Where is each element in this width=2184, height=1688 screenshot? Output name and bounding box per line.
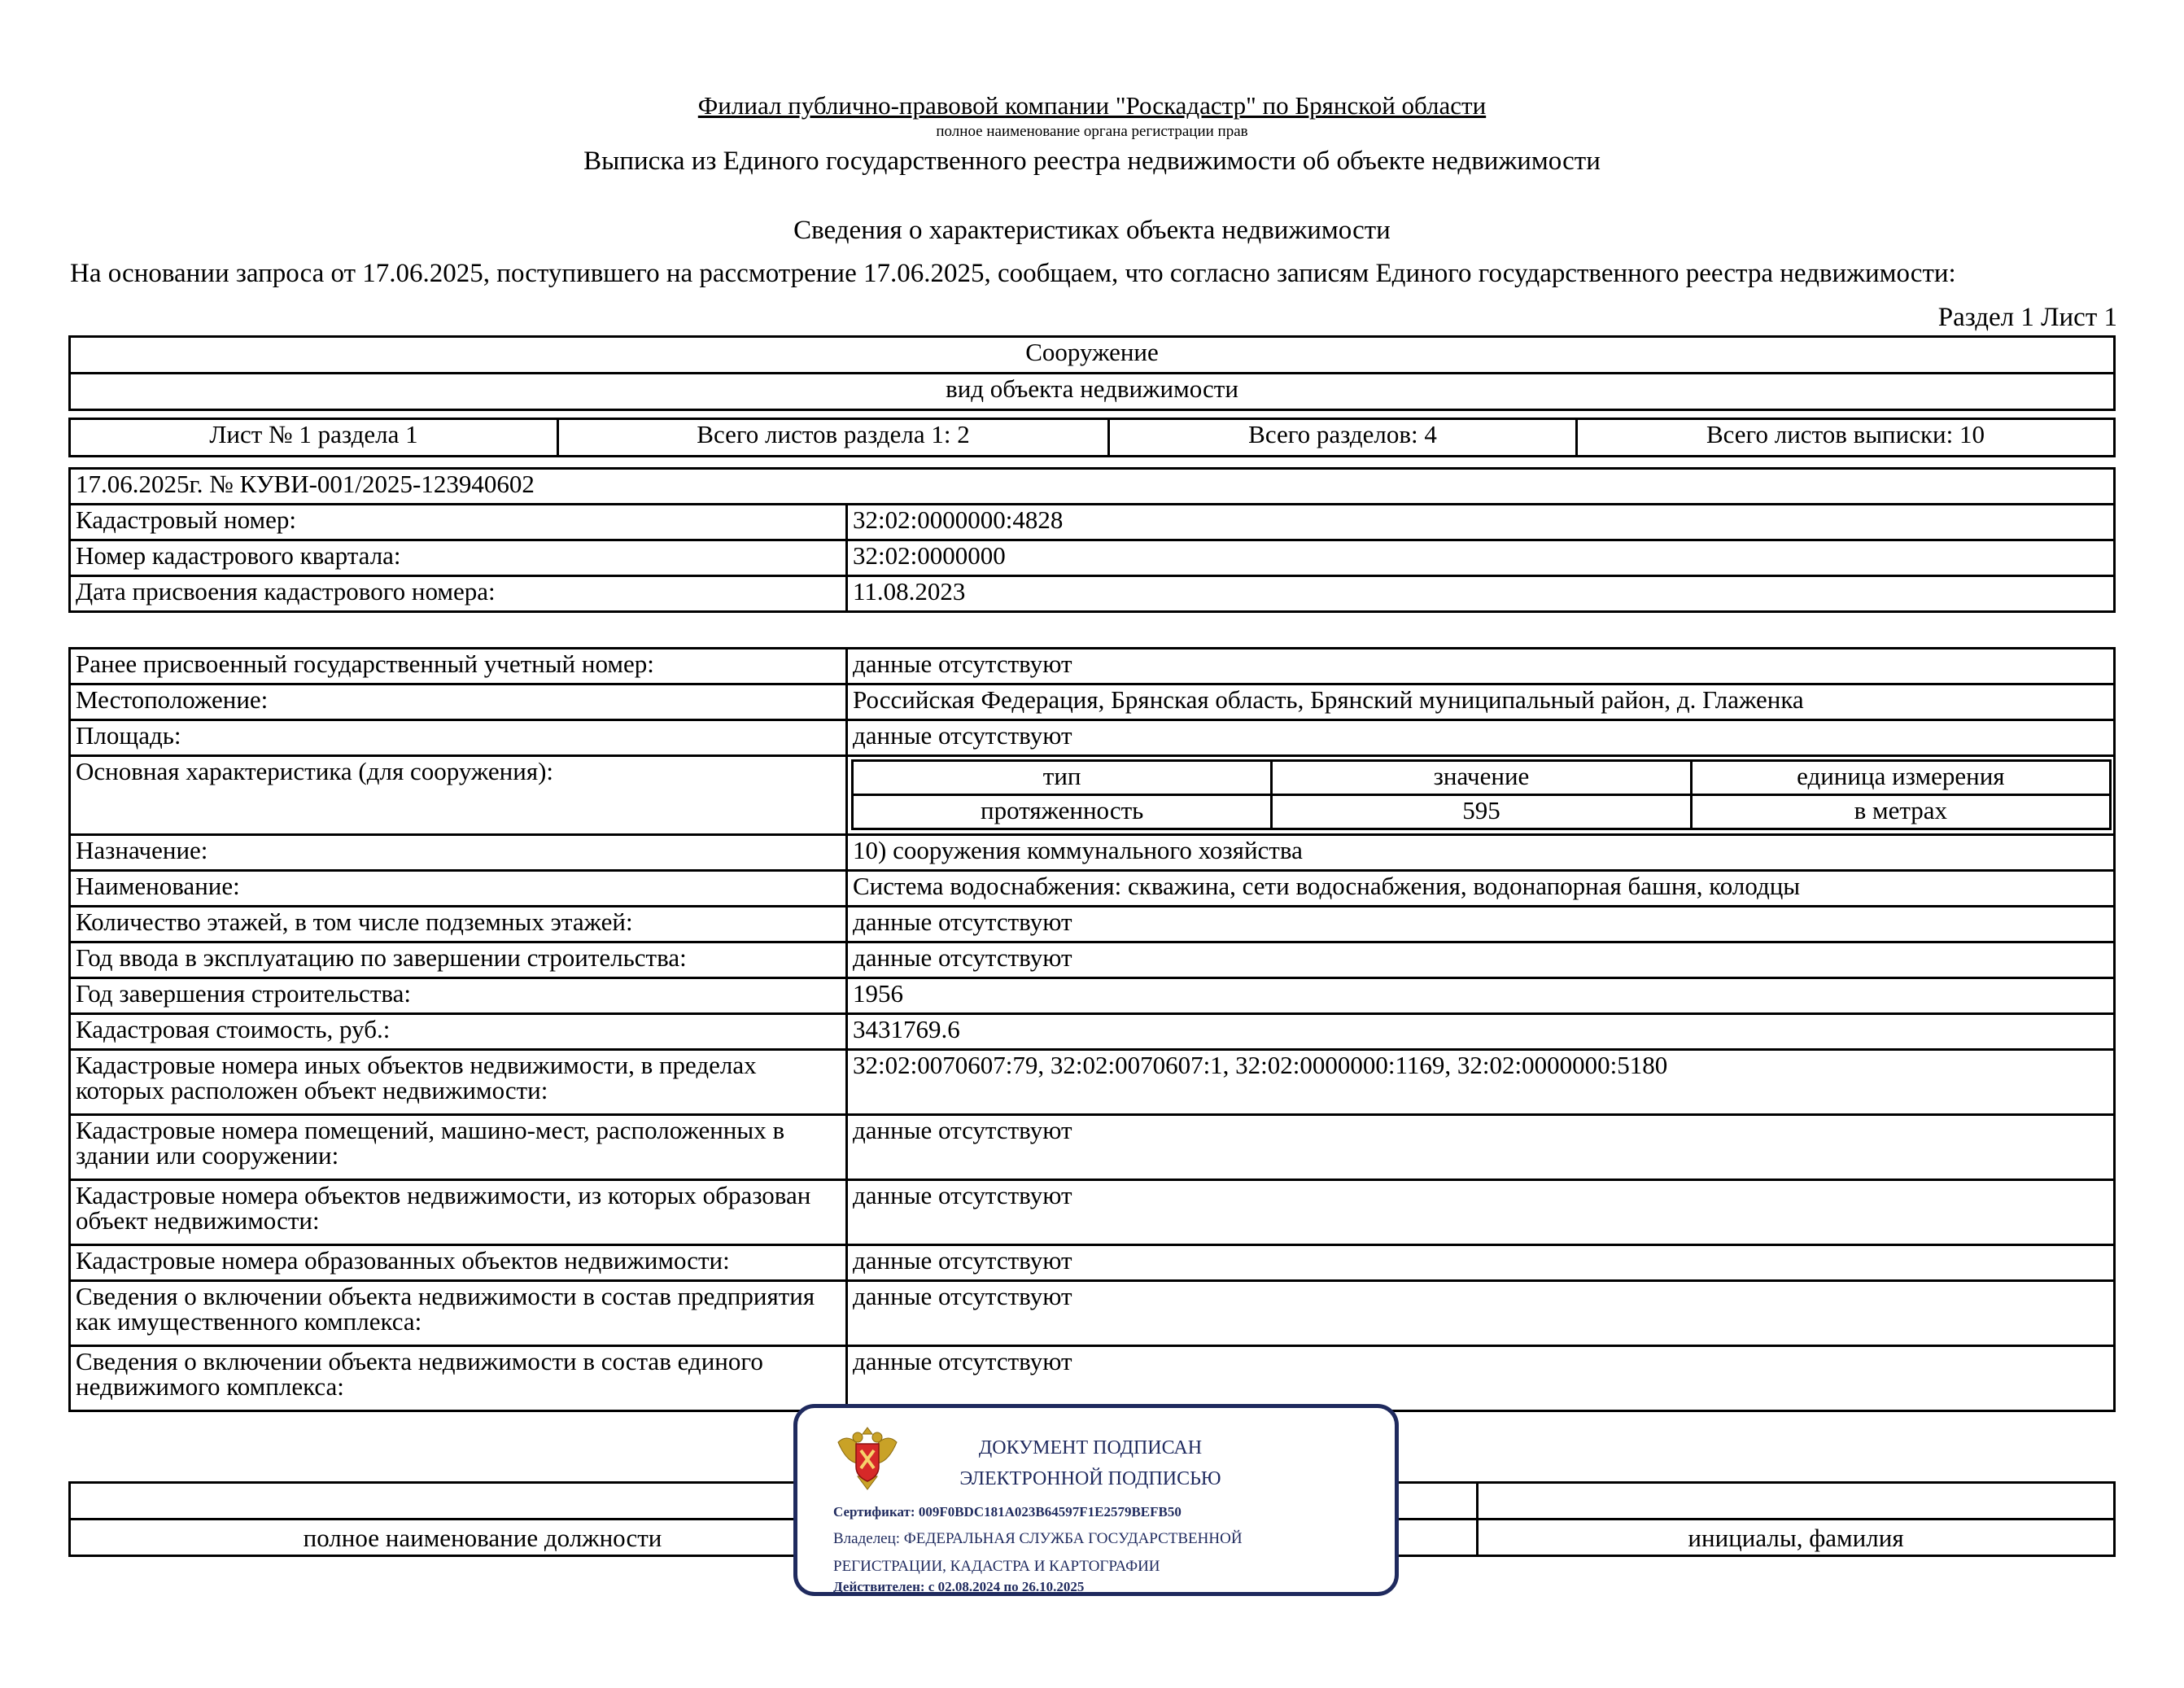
area: данные отсутствуют (847, 720, 2115, 756)
section-title: Сведения о характеристиках объекта недвижимости (793, 216, 1391, 245)
enterprise: данные отсутствуют (847, 1281, 2115, 1346)
source-objects: данные отсутствуют (847, 1180, 2115, 1245)
name-caption: инициалы, фамилия (1478, 1520, 2115, 1556)
prev-number: данные отсутствуют (847, 649, 2115, 684)
table-row (70, 1014, 2115, 1050)
formed-objects-label: Кадастровые номера образованных объектов недвижимости: (70, 1245, 847, 1281)
purpose: 10) сооружения коммунального хозяйства (847, 835, 2115, 871)
table-row (70, 684, 2115, 720)
organization-name: Филиал публично-правовой компании "Роскадастр" по Брянской области (697, 91, 1487, 120)
sheets-info-table (68, 418, 2116, 457)
enterprise-label: Сведения о включении объекта недвижимости в состав предприятия как имущественного комплекса: (70, 1281, 847, 1346)
cadastral-number: 32:02:0000000:4828 (847, 505, 2115, 540)
table-row (70, 942, 2115, 978)
table-row (70, 720, 2115, 756)
main-characteristic-table (851, 759, 2112, 830)
object-kind-value: Сооружение (70, 337, 2115, 374)
main-char-value: 595 (1272, 795, 1691, 829)
main-characteristic-label: Основная характеристика (для сооружения): (70, 756, 847, 835)
object-name: Система водоснабжения: скважина, сети водоснабжения, водонапорная башня, колодцы (847, 871, 2115, 907)
table-row (70, 907, 2115, 942)
single-complex: данные отсутствуют (847, 1346, 2115, 1411)
commission-year-label: Год ввода в эксплуатацию по завершении строительства: (70, 942, 847, 978)
table-row (70, 1180, 2115, 1245)
organization-caption: полное наименование органа регистрации прав (936, 123, 1248, 140)
build-year: 1956 (847, 978, 2115, 1014)
sheet-number: Лист № 1 раздела 1 (70, 419, 558, 457)
electronic-signature-stamp (793, 1404, 1399, 1596)
intro-text: На основании запроса от 17.06.2025, поступившего на рассмотрение 17.06.2025, сообщаем, что согласно записям Единого государственного реестра недвижимости: (70, 259, 1956, 288)
total-sheets: Всего листов выписки: 10 (1577, 419, 2115, 457)
main-char-header-type: тип (853, 761, 1272, 795)
table-row (70, 978, 2115, 1014)
parent-objects: 32:02:0070607:79, 32:02:0070607:1, 32:02:0000000:1169, 32:02:0000000:5180 (847, 1050, 2115, 1115)
total-sections: Всего разделов: 4 (1109, 419, 1577, 457)
position-field (70, 1483, 896, 1520)
stamp-certificate: Сертификат: 009F0BDC181A023B64597F1E2579BEFB50 (833, 1504, 1182, 1520)
stamp-owner-line1: Владелец: ФЕДЕРАЛЬНАЯ СЛУЖБА ГОСУДАРСТВЕННОЙ (833, 1530, 1243, 1547)
table-row (70, 649, 2115, 684)
section-sheets-count: Всего листов раздела 1: 2 (558, 419, 1109, 457)
assign-date-label: Дата присвоения кадастрового номера: (70, 576, 847, 612)
stamp-title-line1: ДОКУМЕНТ ПОДПИСАН (978, 1437, 1203, 1458)
purpose-label: Назначение: (70, 835, 847, 871)
build-year-label: Год завершения строительства: (70, 978, 847, 1014)
object-kind-table (68, 335, 2116, 411)
main-char-header-value: значение (1272, 761, 1691, 795)
table-row (70, 1115, 2115, 1180)
floors: данные отсутствуют (847, 907, 2115, 942)
document-title: Выписка из Единого государственного реестра недвижимости об объекте недвижимости (583, 146, 1601, 176)
details-table (68, 647, 2116, 1412)
area-label: Площадь: (70, 720, 847, 756)
location: Российская Федерация, Брянская область, Брянский муниципальный район, д. Глаженка (847, 684, 2115, 720)
parent-objects-label: Кадастровые номера иных объектов недвижимости, в пределах которых расположен объект недвижимости: (70, 1050, 847, 1115)
sheet-reference: Раздел 1 Лист 1 (1937, 303, 2117, 332)
table-row (70, 756, 2115, 835)
record-date-number: 17.06.2025г. № КУВИ-001/2025-123940602 (70, 469, 2115, 505)
formed-objects: данные отсутствуют (847, 1245, 2115, 1281)
object-kind-caption: вид объекта недвижимости (70, 374, 2115, 410)
cadastral-cost-label: Кадастровая стоимость, руб.: (70, 1014, 847, 1050)
name-field (1478, 1483, 2115, 1520)
main-char-type: протяженность (853, 795, 1272, 829)
premises: данные отсутствуют (847, 1115, 2115, 1180)
source-objects-label: Кадастровые номера объектов недвижимости, из которых образован объект недвижимости: (70, 1180, 847, 1245)
table-row (70, 1245, 2115, 1281)
table-row (70, 1346, 2115, 1411)
table-row (70, 835, 2115, 871)
main-char-header-unit: единица измерения (1691, 761, 2110, 795)
table-row (70, 1281, 2115, 1346)
location-label: Местоположение: (70, 684, 847, 720)
stamp-title-line2: ЭЛЕКТРОННОЙ ПОДПИСЬЮ (959, 1468, 1221, 1489)
cadastral-cost: 3431769.6 (847, 1014, 2115, 1050)
position-caption: полное наименование должности (70, 1520, 896, 1556)
premises-label: Кадастровые номера помещений, машино-мест, расположенных в здании или сооружении: (70, 1115, 847, 1180)
cadastral-number-label: Кадастровый номер: (70, 505, 847, 540)
cadastral-quarter-label: Номер кадастрового квартала: (70, 540, 847, 576)
prev-number-label: Ранее присвоенный государственный учетный номер: (70, 649, 847, 684)
main-char-unit: в метрах (1691, 795, 2110, 829)
floors-label: Количество этажей, в том числе подземных этажей: (70, 907, 847, 942)
single-complex-label: Сведения о включении объекта недвижимости в состав единого недвижимого комплекса: (70, 1346, 847, 1411)
commission-year: данные отсутствуют (847, 942, 2115, 978)
stamp-validity: Действителен: с 02.08.2024 по 26.10.2025 (833, 1579, 1085, 1594)
object-name-label: Наименование: (70, 871, 847, 907)
record-table (68, 467, 2116, 613)
coat-of-arms-icon (833, 1423, 902, 1494)
table-row (70, 1050, 2115, 1115)
main-characteristic-cell (847, 756, 2115, 835)
table-row (70, 871, 2115, 907)
assign-date: 11.08.2023 (847, 576, 2115, 612)
stamp-owner-line2: РЕГИСТРАЦИИ, КАДАСТРА И КАРТОГРАФИИ (833, 1558, 1160, 1575)
cadastral-quarter: 32:02:0000000 (847, 540, 2115, 576)
